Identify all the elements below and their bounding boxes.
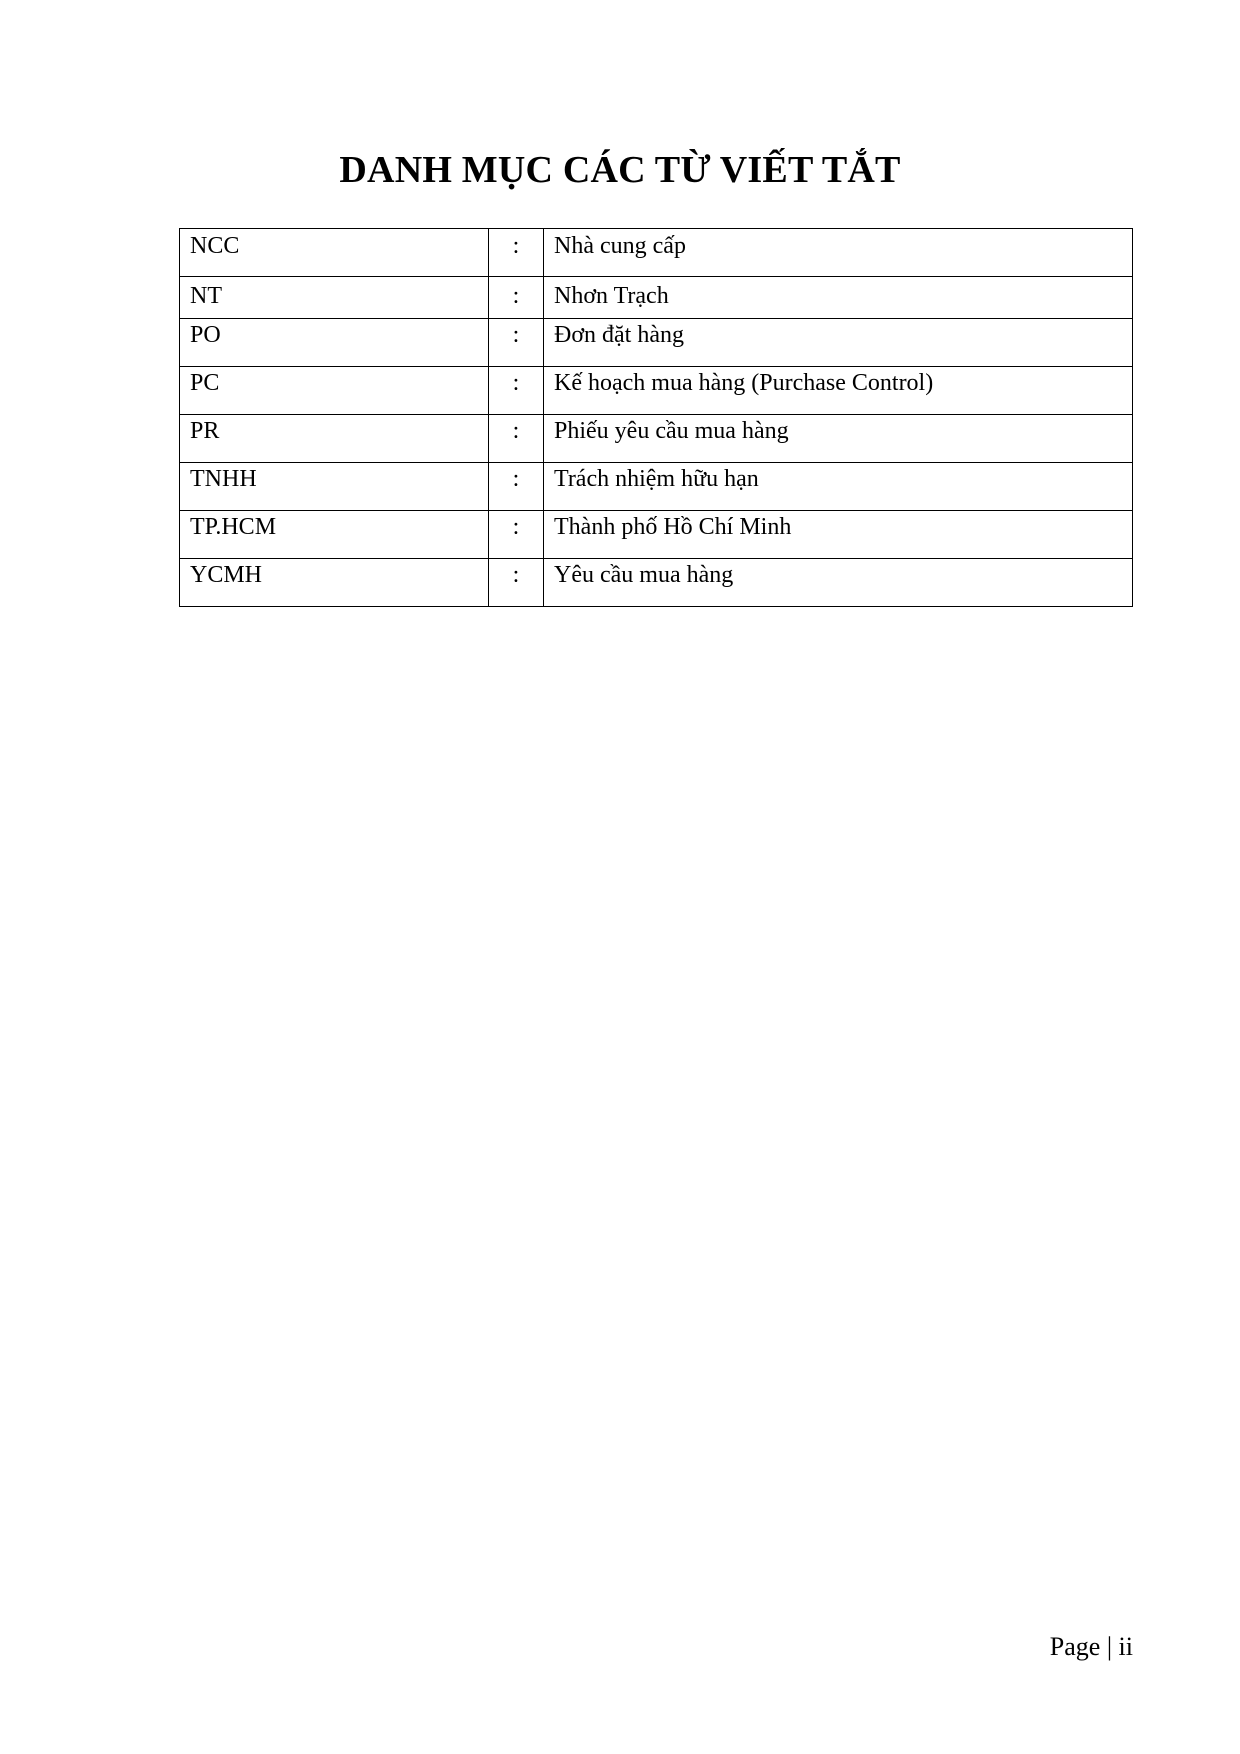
meaning-cell: Yêu cầu mua hàng <box>544 559 1133 607</box>
separator-cell: : <box>489 277 544 319</box>
table-row <box>180 415 1133 463</box>
meaning-cell: Thành phố Hồ Chí Minh <box>544 511 1133 559</box>
page-title: DANH MỤC CÁC TỪ VIẾT TẮT <box>339 149 901 191</box>
separator-cell: : <box>489 463 544 511</box>
table-row <box>180 367 1133 415</box>
page-label: Page <box>1049 1632 1101 1661</box>
abbreviation-cell: TP.HCM <box>180 511 489 559</box>
separator-cell: : <box>489 229 544 277</box>
separator-cell: : <box>489 367 544 415</box>
separator-cell: : <box>489 511 544 559</box>
page-footer <box>1050 1631 1133 1663</box>
separator-cell: : <box>489 559 544 607</box>
meaning-cell: Kế hoạch mua hàng (Purchase Control) <box>544 367 1133 415</box>
abbreviation-cell: PO <box>180 319 489 367</box>
separator-cell: : <box>489 319 544 367</box>
abbreviation-cell: NT <box>180 277 489 319</box>
meaning-cell: Nhà cung cấp <box>544 229 1133 277</box>
table-row <box>180 229 1133 277</box>
meaning-cell: Trách nhiệm hữu hạn <box>544 463 1133 511</box>
meaning-cell: Phiếu yêu cầu mua hàng <box>544 415 1133 463</box>
page-number: ii <box>1118 1632 1133 1661</box>
meaning-cell: Đơn đặt hàng <box>544 319 1133 367</box>
abbreviation-cell: YCMH <box>180 559 489 607</box>
table-row <box>180 319 1133 367</box>
table-row <box>180 511 1133 559</box>
table-row <box>180 463 1133 511</box>
abbreviation-table <box>179 228 1133 607</box>
abbreviation-cell: TNHH <box>180 463 489 511</box>
table-row <box>180 559 1133 607</box>
abbreviation-cell: NCC <box>180 229 489 277</box>
meaning-cell: Nhơn Trạch <box>544 277 1133 319</box>
separator-cell: : <box>489 415 544 463</box>
abbreviation-cell: PC <box>180 367 489 415</box>
table-row <box>180 277 1133 319</box>
abbreviation-cell: PR <box>180 415 489 463</box>
footer-divider: | <box>1106 1632 1113 1661</box>
